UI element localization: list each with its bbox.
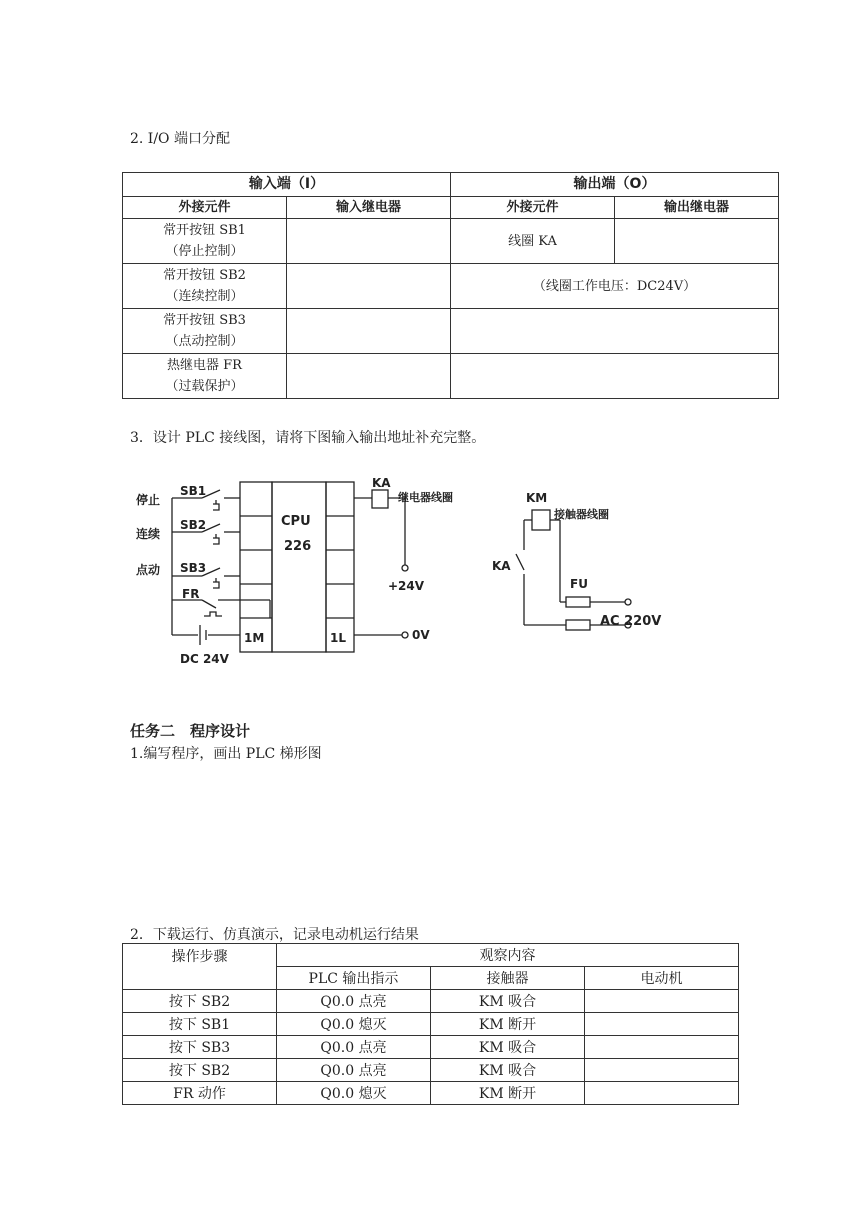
cpu-block xyxy=(272,482,326,652)
zero-v-label: 0V xyxy=(412,628,430,642)
output-empty-cell xyxy=(451,354,779,399)
terminal-1m: 1M xyxy=(244,631,265,645)
label-sb3: SB3 xyxy=(180,561,207,575)
section-io-heading: 2. I/O 端口分配 xyxy=(130,131,230,147)
label-stop: 停止 xyxy=(136,493,161,507)
contactor-coil xyxy=(532,510,550,530)
dc24v-label: DC 24V xyxy=(180,652,229,666)
input-relay-blank[interactable] xyxy=(287,264,451,309)
program-heading: 1.编写程序，画出 PLC 梯形图 xyxy=(130,746,322,762)
input-relay-blank[interactable] xyxy=(287,354,451,399)
plc-cell: Q0.0 熄灭 xyxy=(277,1013,431,1036)
label-jog: 点动 xyxy=(136,563,161,577)
ac220v-label: AC 220V xyxy=(600,614,662,629)
step-cell: FR 动作 xyxy=(123,1082,277,1105)
col-plc: PLC 输出指示 xyxy=(277,967,431,990)
input-device-name: 常开按钮 SB2 xyxy=(163,268,246,283)
motor-cell[interactable] xyxy=(585,1059,739,1082)
output-device-cell: 线圈 KA xyxy=(451,219,615,264)
label-continuous: 连续 xyxy=(136,527,161,541)
input-device-name: 常开按钮 SB1 xyxy=(163,223,246,238)
step-cell: 按下 SB2 xyxy=(123,1059,277,1082)
plc-cell: Q0.0 点亮 xyxy=(277,1059,431,1082)
step-cell: 按下 SB3 xyxy=(123,1036,277,1059)
col-contactor: 接触器 xyxy=(431,967,585,990)
contactor-coil-label: 接触器线圈 xyxy=(554,508,609,521)
cpu-label-line2: 226 xyxy=(284,539,312,554)
ka-label: KA xyxy=(372,476,391,490)
col-observe: 观察内容 xyxy=(277,944,739,967)
output-terminal-block xyxy=(326,482,354,652)
motor-cell[interactable] xyxy=(585,1013,739,1036)
plc-cell: Q0.0 点亮 xyxy=(277,990,431,1013)
input-device-role: （连续控制） xyxy=(165,289,244,304)
input-device-cell xyxy=(123,219,287,264)
terminal-1l: 1L xyxy=(330,631,346,645)
relay-coil-label: 继电器线圈 xyxy=(398,491,453,504)
input-device-role: （停止控制） xyxy=(165,244,244,259)
contactor-cell: KM 断开 xyxy=(431,1082,585,1105)
contactor-cell: KM 吸合 xyxy=(431,990,585,1013)
output-relay-blank[interactable] xyxy=(615,219,779,264)
cpu-label-line1: CPU xyxy=(281,514,311,529)
input-device-cell xyxy=(123,354,287,399)
contactor-cell: KM 吸合 xyxy=(431,1036,585,1059)
input-device-name: 热继电器 FR xyxy=(167,358,242,373)
input-device-name: 常开按钮 SB3 xyxy=(163,313,246,328)
task2-heading: 任务二 程序设计 xyxy=(130,722,251,740)
output-empty-cell xyxy=(451,309,779,354)
input-device-role: （过载保护） xyxy=(165,379,244,394)
plus24v-label: +24V xyxy=(388,579,425,593)
input-relay-blank[interactable] xyxy=(287,219,451,264)
step-cell: 按下 SB2 xyxy=(123,990,277,1013)
fu-label: FU xyxy=(570,577,588,591)
table-row xyxy=(123,1036,739,1059)
plc-wiring-diagram xyxy=(120,470,680,670)
motor-cell[interactable] xyxy=(585,1036,739,1059)
section-result-heading: 2．下载运行、仿真演示，记录电动机运行结果 xyxy=(130,927,419,943)
plc-cell: Q0.0 点亮 xyxy=(277,1036,431,1059)
input-header: 输入端（I） xyxy=(123,173,451,197)
contactor-cell: KM 吸合 xyxy=(431,1059,585,1082)
table-row xyxy=(123,1082,739,1105)
input-device-role: （点动控制） xyxy=(165,334,244,349)
col-ext-out: 外接元件 xyxy=(451,197,615,219)
col-out-relay: 输出继电器 xyxy=(615,197,779,219)
table-row xyxy=(123,990,739,1013)
section-wiring-heading: 3．设计 PLC 接线图，请将下图输入输出地址补充完整。 xyxy=(130,430,486,446)
step-cell: 按下 SB1 xyxy=(123,1013,277,1036)
ka-contact-label: KA xyxy=(492,559,511,573)
label-sb1: SB1 xyxy=(180,484,207,498)
motor-cell[interactable] xyxy=(585,990,739,1013)
col-step: 操作步骤 xyxy=(123,944,277,990)
label-sb2: SB2 xyxy=(180,518,207,532)
label-fr: FR xyxy=(182,587,200,601)
km-label: KM xyxy=(526,491,548,505)
output-header: 输出端（O） xyxy=(451,173,779,197)
result-table xyxy=(122,943,739,1105)
contactor-cell: KM 断开 xyxy=(431,1013,585,1036)
input-terminal-block xyxy=(240,482,272,652)
col-motor: 电动机 xyxy=(585,967,739,990)
col-in-relay: 输入继电器 xyxy=(287,197,451,219)
table-row xyxy=(123,1059,739,1082)
input-device-cell xyxy=(123,309,287,354)
input-relay-blank[interactable] xyxy=(287,309,451,354)
output-note: （线圈工作电压：DC24V） xyxy=(451,264,779,309)
col-ext-in: 外接元件 xyxy=(123,197,287,219)
io-allocation-table xyxy=(122,172,779,399)
table-row xyxy=(123,1013,739,1036)
motor-cell[interactable] xyxy=(585,1082,739,1105)
plc-cell: Q0.0 熄灭 xyxy=(277,1082,431,1105)
input-device-cell xyxy=(123,264,287,309)
